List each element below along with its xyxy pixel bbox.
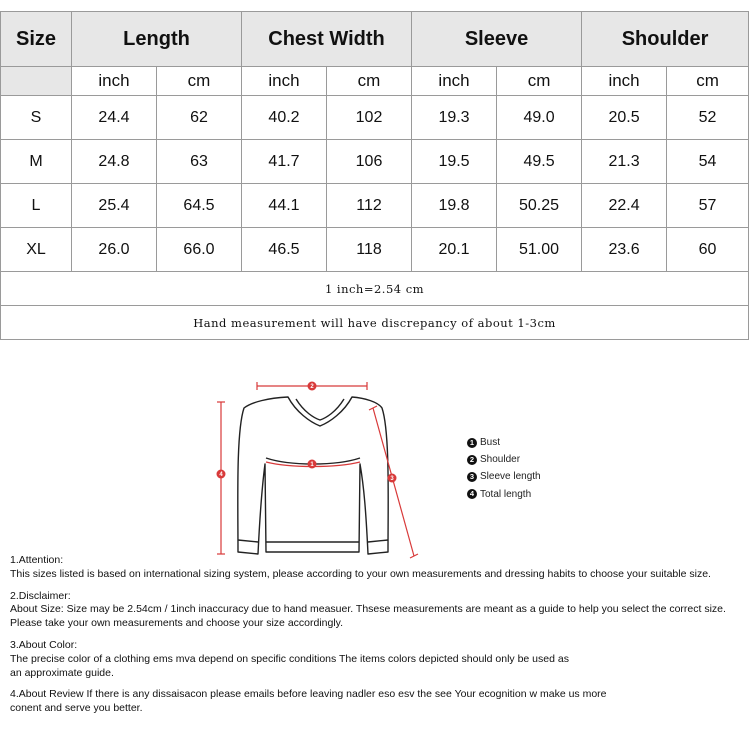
sweater-outline [238, 397, 388, 554]
value-cell: 49.5 [497, 140, 582, 184]
value-cell: 41.7 [242, 140, 327, 184]
value-cell: 66.0 [157, 228, 242, 272]
unit-cell: inch [582, 67, 667, 96]
table-row [1, 140, 749, 184]
header-size: Size [1, 12, 72, 67]
value-cell: 24.8 [72, 140, 157, 184]
size-cell: M [1, 140, 72, 184]
marker-sleeve-label: 3 [390, 476, 394, 483]
attention-text: This sizes listed is based on international sizing system, please according to your own measurements and dressing habits to choose your suitable size. [10, 567, 711, 580]
value-cell: 118 [327, 228, 412, 272]
value-cell: 60 [667, 228, 749, 272]
sweater-measurement-diagram [200, 372, 430, 572]
value-cell: 25.4 [72, 184, 157, 228]
discrepancy-note: Hand measurement will have discrepancy of about 1-3cm [1, 306, 749, 340]
marker-bust-label: 1 [310, 462, 314, 469]
diagram-legend [467, 434, 541, 503]
disclaimer-title: 2.Disclaimer: [10, 589, 71, 602]
attention-title: 1.Attention: [10, 554, 64, 566]
color-title: 3.About Color: [10, 638, 78, 651]
value-cell: 63 [157, 140, 242, 184]
header-row [1, 12, 749, 67]
unit-cell: cm [157, 67, 242, 96]
unit-cell: inch [412, 67, 497, 96]
legend-number-icon: 3 [467, 472, 477, 482]
value-cell: 20.5 [582, 96, 667, 140]
header-sleeve: Sleeve [412, 12, 582, 67]
legend-number-icon: 2 [467, 455, 477, 465]
legend-item [467, 486, 541, 503]
size-cell: XL [1, 228, 72, 272]
value-cell: 49.0 [497, 96, 582, 140]
disclaimer-text: Please take your own measurements and choose your size accordingly. [10, 617, 344, 630]
marker-shoulder-label: 2 [310, 384, 314, 391]
value-cell: 64.5 [157, 184, 242, 228]
value-cell: 102 [327, 96, 412, 140]
unit-cell: inch [242, 67, 327, 96]
value-cell: 20.1 [412, 228, 497, 272]
value-cell: 22.4 [582, 184, 667, 228]
size-cell: L [1, 184, 72, 228]
conversion-note: 1 inch=2.54 cm [1, 272, 749, 306]
value-cell: 57 [667, 184, 749, 228]
table-row [1, 184, 749, 228]
value-cell: 106 [327, 140, 412, 184]
units-row [1, 67, 749, 96]
size-cell: S [1, 96, 72, 140]
discrepancy-note-row [1, 306, 749, 340]
color-text: an approximate guide. [10, 666, 114, 679]
legend-item [467, 468, 541, 485]
value-cell: 112 [327, 184, 412, 228]
table-row [1, 96, 749, 140]
value-cell: 19.8 [412, 184, 497, 228]
review-text: 4.About Review If there is any dissaisacon please emails before leaving nadler eso esv the see Your ecognition w make us more [10, 688, 607, 701]
legend-label: Shoulder [480, 454, 521, 466]
size-chart-table [0, 11, 749, 340]
review-text: conent and serve you better. [10, 702, 143, 715]
legend-number-icon: 1 [467, 438, 477, 448]
value-cell: 19.3 [412, 96, 497, 140]
header-chest-width: Chest Width [242, 12, 412, 67]
value-cell: 54 [667, 140, 749, 184]
legend-label: Sleeve length [480, 471, 541, 483]
legend-label: Total length [480, 488, 532, 500]
unit-cell: inch [72, 67, 157, 96]
unit-cell: cm [327, 67, 412, 96]
conversion-note-row [1, 272, 749, 306]
header-shoulder: Shoulder [582, 12, 749, 67]
value-cell: 62 [157, 96, 242, 140]
legend-item [467, 434, 541, 451]
value-cell: 24.4 [72, 96, 157, 140]
value-cell: 44.1 [242, 184, 327, 228]
marker-length-label: 4 [219, 472, 223, 479]
measurement-markers [217, 382, 397, 483]
unit-cell: cm [497, 67, 582, 96]
value-cell: 52 [667, 96, 749, 140]
value-cell: 21.3 [582, 140, 667, 184]
header-length: Length [72, 12, 242, 67]
value-cell: 40.2 [242, 96, 327, 140]
legend-label: Bust [480, 437, 501, 449]
value-cell: 26.0 [72, 228, 157, 272]
value-cell: 51.00 [497, 228, 582, 272]
notes-section [10, 554, 750, 716]
value-cell: 46.5 [242, 228, 327, 272]
legend-item [467, 451, 541, 468]
units-blank-cell [1, 67, 72, 96]
unit-cell: cm [667, 67, 749, 96]
value-cell: 50.25 [497, 184, 582, 228]
value-cell: 19.5 [412, 140, 497, 184]
legend-number-icon: 4 [467, 489, 477, 499]
color-text: The precise color of a clothing ems mva depend on specific conditions The items colors depicted should only be used as [10, 652, 569, 665]
value-cell: 23.6 [582, 228, 667, 272]
disclaimer-text: About Size: Size may be 2.54cm / 1inch inaccuracy due to hand measuer. Thsese measurements are meant as a guide to help you select the correct size. [10, 603, 726, 616]
table-row [1, 228, 749, 272]
